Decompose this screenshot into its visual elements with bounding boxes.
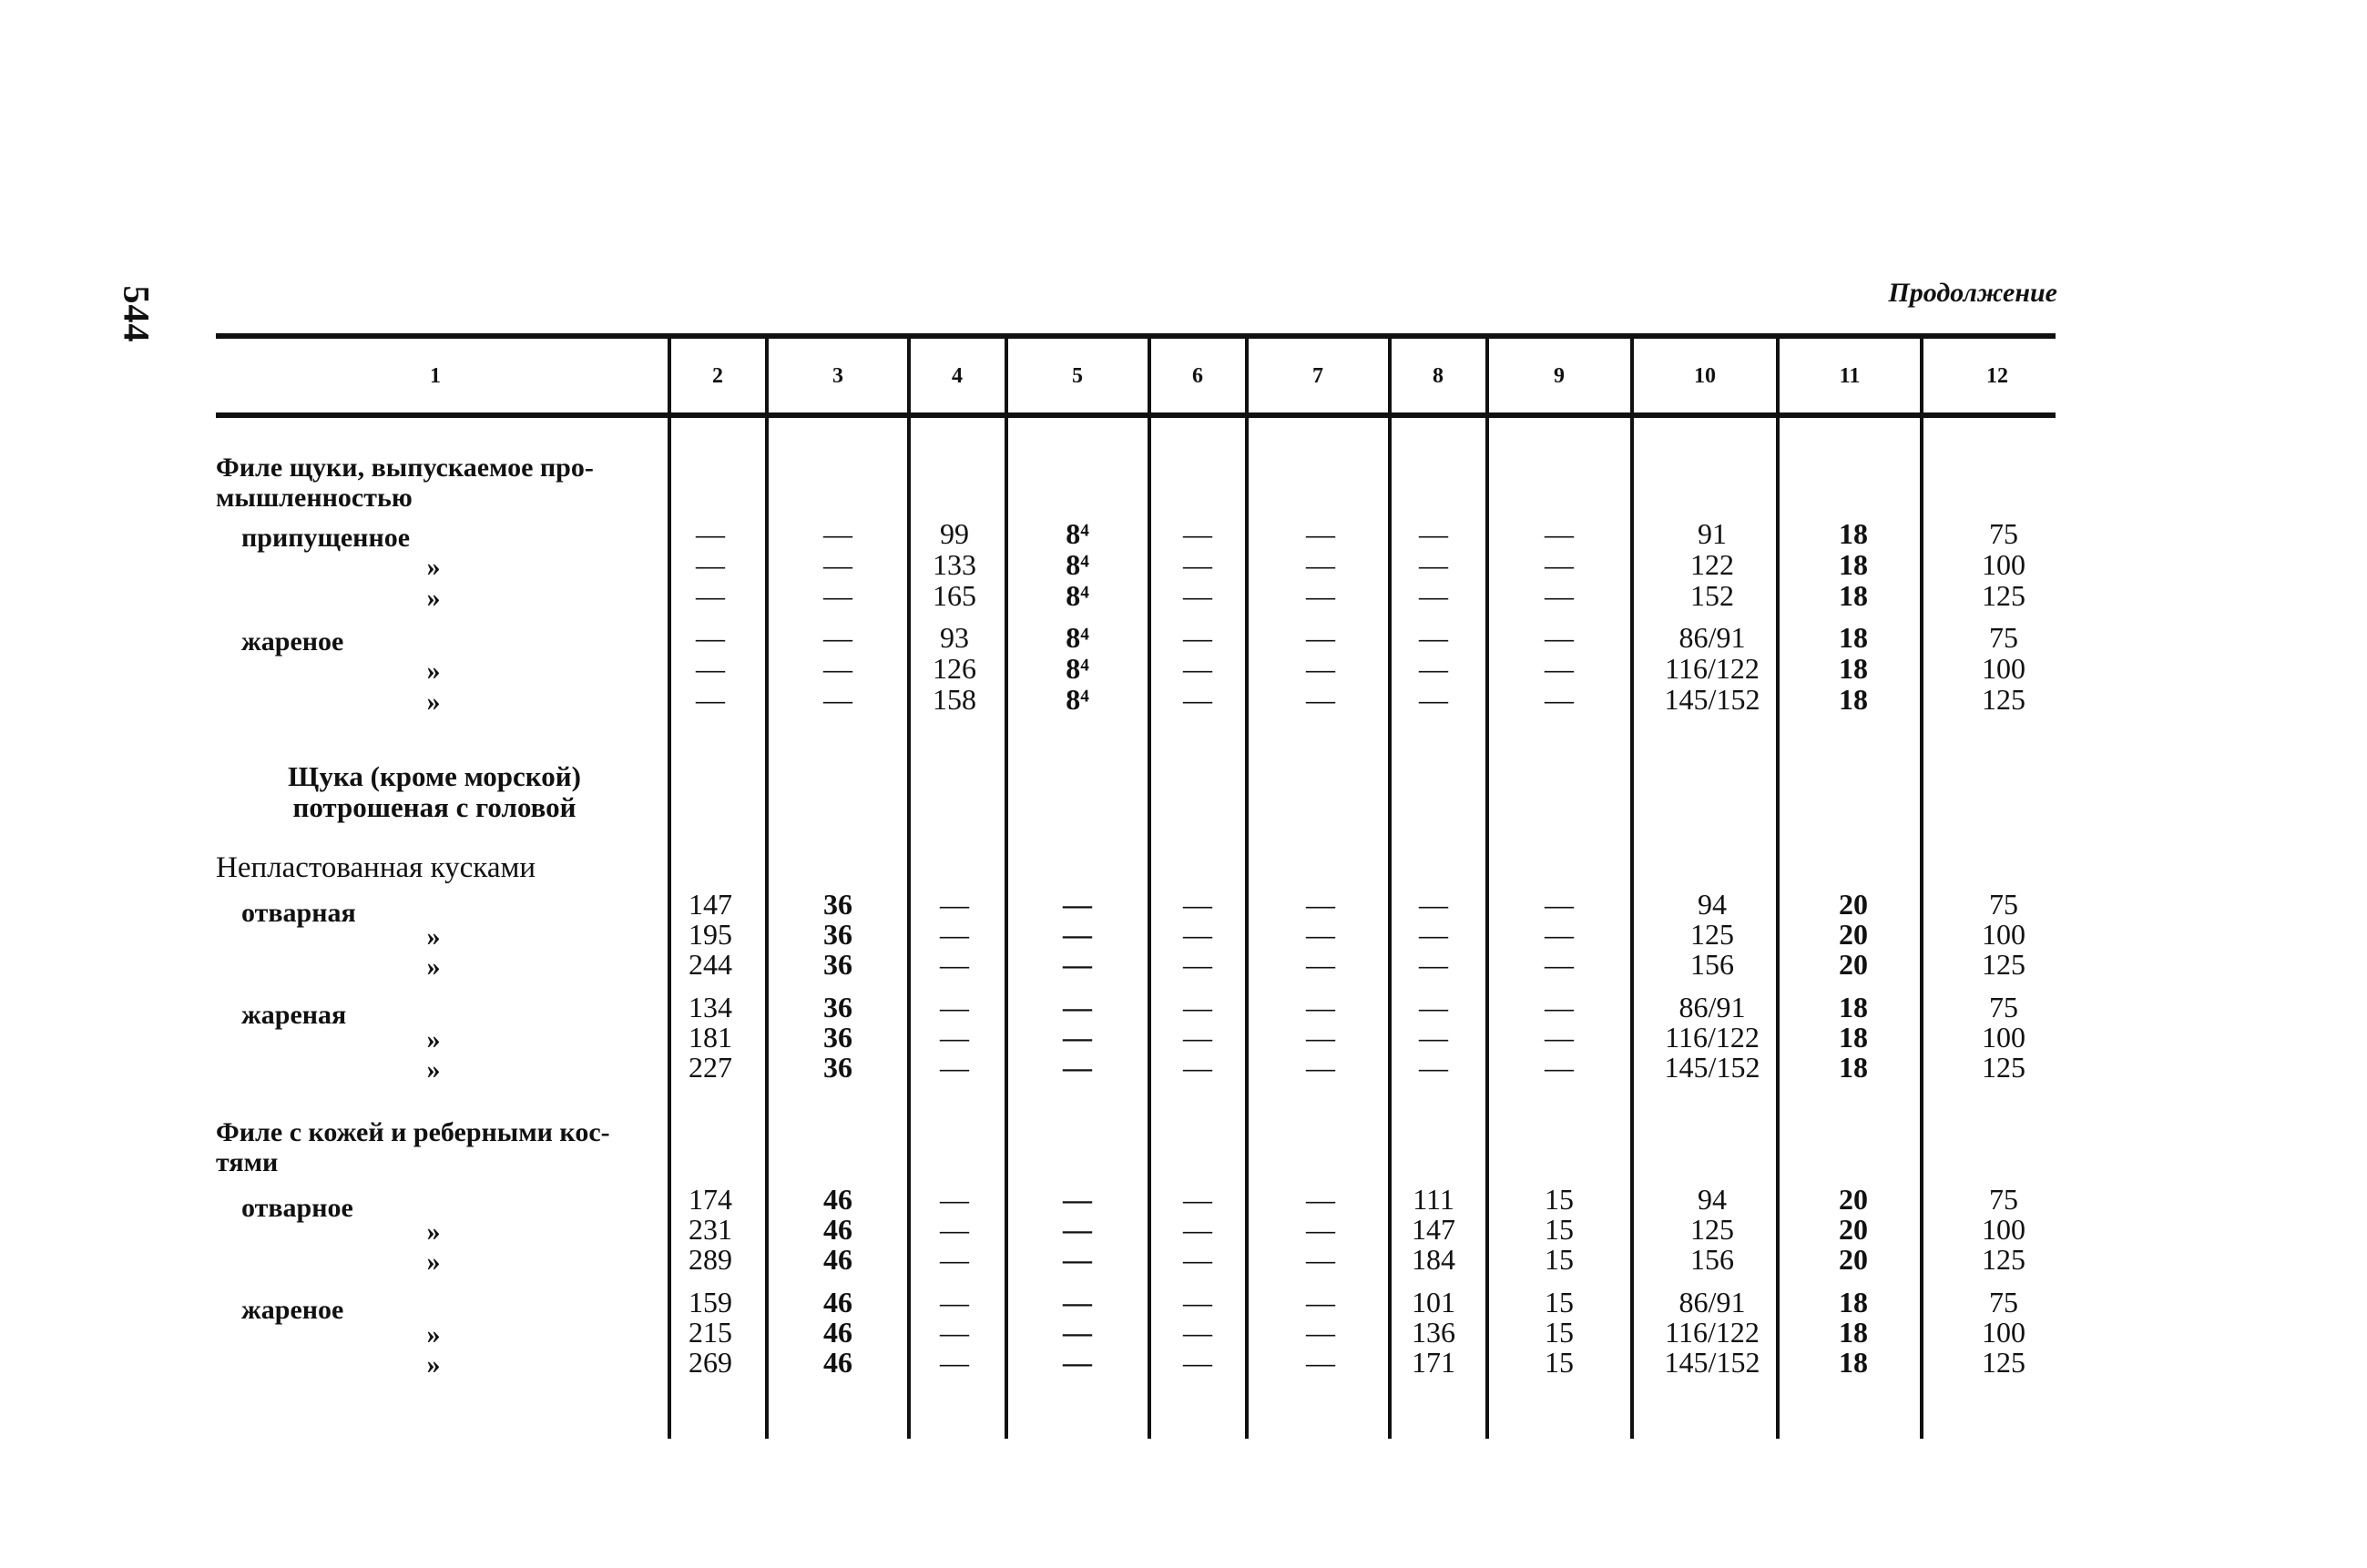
- table-cell: —: [1183, 579, 1212, 612]
- header-cell: 9: [1554, 364, 1565, 388]
- table-cell: —: [1063, 948, 1092, 981]
- table-cell: —: [1183, 888, 1212, 921]
- continuation-label: Продолжение: [1888, 278, 2057, 308]
- table-cell: —: [1545, 991, 1574, 1023]
- table-cell: 15: [1545, 1316, 1574, 1349]
- table-cell: —: [940, 888, 969, 921]
- table-cell: 46: [823, 1316, 852, 1349]
- table-cell: 36: [823, 918, 852, 951]
- table-cell: 20: [1839, 1213, 1868, 1246]
- table-cell: 18: [1839, 1021, 1868, 1054]
- table-cell: —: [1306, 1051, 1335, 1084]
- table-cell: 125: [1690, 918, 1734, 951]
- table-cell: —: [1306, 1021, 1335, 1054]
- table-cell: 18: [1839, 621, 1868, 654]
- table-cell: 99: [940, 517, 969, 550]
- table-cell: 227: [689, 1051, 732, 1084]
- table-cell: —: [1419, 991, 1448, 1023]
- table-cell: —: [1419, 948, 1448, 981]
- table-cell: —: [1306, 517, 1335, 550]
- table-cell: 46: [823, 1286, 852, 1319]
- table-cell: 165: [933, 579, 976, 612]
- header-cell: 1: [430, 364, 441, 388]
- column-separator: [1485, 339, 1489, 1439]
- table-cell: 181: [689, 1021, 732, 1054]
- column-separator: [1630, 339, 1634, 1439]
- ditto-mark: »: [426, 552, 441, 582]
- table-cell: 122: [1690, 548, 1734, 581]
- table-cell: 86/91: [1678, 621, 1746, 654]
- table-cell: 18: [1839, 991, 1868, 1023]
- table-cell: —: [1306, 1243, 1335, 1276]
- table-cell: —: [1183, 1346, 1212, 1379]
- table-cell: —: [1063, 1346, 1092, 1379]
- table-cell: 20: [1839, 888, 1868, 921]
- table-cell: 100: [1982, 1213, 2025, 1246]
- column-separator: [1388, 339, 1392, 1439]
- table-cell: —: [696, 683, 725, 716]
- table-cell: 91: [1698, 517, 1727, 550]
- table-cell: —: [940, 1346, 969, 1379]
- table-cell: 15: [1545, 1346, 1574, 1379]
- table-cell: 86/91: [1678, 1286, 1746, 1319]
- table-cell: —: [1419, 683, 1448, 716]
- column-separator: [1148, 339, 1151, 1439]
- table-cell: 36: [823, 991, 852, 1023]
- ditto-mark: »: [426, 1319, 441, 1349]
- column-separator: [907, 339, 911, 1439]
- table-cell: 100: [1982, 1021, 2025, 1054]
- table-cell: —: [1306, 1183, 1335, 1216]
- table-cell: 46: [823, 1213, 852, 1246]
- table-cell: —: [1183, 621, 1212, 654]
- table-cell: —: [1419, 579, 1448, 612]
- table-cell: —: [1545, 579, 1574, 612]
- table-cell: —: [1545, 548, 1574, 581]
- table-cell: —: [823, 621, 852, 654]
- table-cell: 75: [1989, 621, 2018, 654]
- table-cell: 18: [1839, 579, 1868, 612]
- table-cell: 20: [1839, 918, 1868, 951]
- table-cell: —: [1063, 1051, 1092, 1084]
- table-cell: —: [1545, 918, 1574, 951]
- table-cell: 101: [1412, 1286, 1455, 1319]
- table-cell: 18: [1839, 1051, 1868, 1084]
- table-cell: 133: [933, 548, 976, 581]
- group-title: Филе щуки, выпускаемое про-: [216, 453, 594, 483]
- table-cell: 8⁴: [1066, 683, 1089, 716]
- table-cell: —: [1419, 652, 1448, 685]
- header-cell: 3: [832, 364, 843, 388]
- group-title: Филе с кожей и реберными кос-: [216, 1117, 610, 1147]
- table-cell: 100: [1982, 918, 2025, 951]
- table-cell: —: [1306, 621, 1335, 654]
- table-cell: —: [823, 517, 852, 550]
- table-cell: 15: [1545, 1213, 1574, 1246]
- table-cell: —: [1545, 683, 1574, 716]
- table-cell: 289: [689, 1243, 732, 1276]
- table-cell: —: [1183, 517, 1212, 550]
- table-cell: —: [1545, 1051, 1574, 1084]
- table-cell: —: [1419, 918, 1448, 951]
- table-cell: 18: [1839, 683, 1868, 716]
- table-cell: —: [940, 1316, 969, 1349]
- table-cell: —: [1183, 1183, 1212, 1216]
- table-cell: —: [1063, 1213, 1092, 1246]
- table-cell: —: [1183, 1316, 1212, 1349]
- table-cell: —: [1306, 1316, 1335, 1349]
- subgroup-label: отварное: [241, 1193, 353, 1223]
- table-cell: 145/152: [1664, 1051, 1760, 1084]
- table-cell: 100: [1982, 652, 2025, 685]
- table-cell: 195: [689, 918, 732, 951]
- ditto-mark: »: [426, 583, 441, 613]
- table-cell: —: [1306, 918, 1335, 951]
- group-title: мышленностью: [216, 483, 413, 513]
- table-cell: —: [940, 1183, 969, 1216]
- table-cell: 147: [689, 888, 732, 921]
- table-cell: 125: [1982, 948, 2025, 981]
- table-cell: 75: [1989, 1286, 2018, 1319]
- table-cell: —: [1306, 579, 1335, 612]
- ditto-mark: »: [426, 1054, 441, 1084]
- table-cell: —: [1306, 1346, 1335, 1379]
- table-cell: 8⁴: [1066, 579, 1089, 612]
- table-cell: 100: [1982, 548, 2025, 581]
- table-cell: —: [1183, 1243, 1212, 1276]
- ditto-mark: »: [426, 656, 441, 686]
- ditto-mark: »: [426, 952, 441, 982]
- table-cell: 36: [823, 888, 852, 921]
- header-cell: 4: [952, 364, 963, 388]
- table-cell: —: [1545, 1021, 1574, 1054]
- table-cell: —: [1183, 1021, 1212, 1054]
- table-cell: 125: [1982, 683, 2025, 716]
- table-cell: 116/122: [1665, 1021, 1760, 1054]
- table-cell: —: [1419, 1021, 1448, 1054]
- table-cell: 15: [1545, 1183, 1574, 1216]
- table-cell: —: [1183, 548, 1212, 581]
- subgroup-label: жареное: [241, 1295, 344, 1325]
- header-cell: 6: [1192, 364, 1203, 388]
- table-cell: 125: [1982, 579, 2025, 612]
- table-cell: —: [823, 652, 852, 685]
- table-cell: —: [1183, 991, 1212, 1023]
- table-cell: 18: [1839, 548, 1868, 581]
- table-cell: 147: [1412, 1213, 1455, 1246]
- table-cell: 93: [940, 621, 969, 654]
- table-cell: 116/122: [1665, 652, 1760, 685]
- section-heading: потрошеная с головой: [292, 791, 576, 823]
- table-cell: —: [1063, 918, 1092, 951]
- table-cell: 18: [1839, 652, 1868, 685]
- table-cell: —: [1419, 517, 1448, 550]
- table-cell: 75: [1989, 888, 2018, 921]
- table-cell: 125: [1690, 1213, 1734, 1246]
- table-cell: —: [1063, 1243, 1092, 1276]
- table-cell: 145/152: [1664, 683, 1760, 716]
- table-cell: 125: [1982, 1051, 2025, 1084]
- table-cell: 145/152: [1664, 1346, 1760, 1379]
- table-cell: —: [1183, 948, 1212, 981]
- table-cell: —: [1183, 1286, 1212, 1319]
- table-cell: —: [1545, 948, 1574, 981]
- table-cell: —: [1545, 888, 1574, 921]
- table-cell: —: [1306, 1213, 1335, 1246]
- table-cell: —: [696, 548, 725, 581]
- table-cell: 100: [1982, 1316, 2025, 1349]
- table-cell: —: [1306, 683, 1335, 716]
- header-cell: 8: [1433, 364, 1444, 388]
- table-cell: 136: [1412, 1316, 1455, 1349]
- table-cell: —: [1063, 1183, 1092, 1216]
- table-cell: 184: [1412, 1243, 1455, 1276]
- table-cell: 75: [1989, 1183, 2018, 1216]
- table-cell: 134: [689, 991, 732, 1023]
- table-cell: —: [1183, 1051, 1212, 1084]
- table-cell: —: [940, 948, 969, 981]
- table-cell: 36: [823, 1021, 852, 1054]
- table-cell: —: [1419, 888, 1448, 921]
- table-top-rule: [216, 333, 2056, 339]
- table-cell: 18: [1839, 1346, 1868, 1379]
- table-cell: —: [1545, 621, 1574, 654]
- table-cell: —: [940, 918, 969, 951]
- table-cell: —: [696, 621, 725, 654]
- table-cell: 215: [689, 1316, 732, 1349]
- table-cell: 36: [823, 1051, 852, 1084]
- table-cell: —: [1063, 1021, 1092, 1054]
- table-cell: —: [1306, 948, 1335, 981]
- header-cell: 12: [1986, 364, 2008, 388]
- column-separator: [1245, 339, 1249, 1439]
- table-cell: 75: [1989, 517, 2018, 550]
- table-cell: 15: [1545, 1286, 1574, 1319]
- page-number: 544: [116, 285, 158, 343]
- table-cell: —: [940, 1286, 969, 1319]
- ditto-mark: »: [426, 1217, 441, 1247]
- table-cell: —: [1306, 548, 1335, 581]
- table-cell: —: [1183, 652, 1212, 685]
- table-cell: 8⁴: [1066, 621, 1089, 654]
- table-cell: —: [1306, 991, 1335, 1023]
- column-separator: [668, 339, 671, 1439]
- ditto-mark: »: [426, 1024, 441, 1054]
- table-cell: —: [940, 991, 969, 1023]
- table-cell: —: [1063, 991, 1092, 1023]
- table-cell: 18: [1839, 1316, 1868, 1349]
- header-cell: 11: [1839, 364, 1861, 388]
- table-cell: —: [1063, 1286, 1092, 1319]
- table-cell: —: [1306, 652, 1335, 685]
- column-separator: [1920, 339, 1923, 1439]
- table-cell: 158: [933, 683, 976, 716]
- table-cell: 171: [1412, 1346, 1455, 1379]
- table-cell: —: [1183, 918, 1212, 951]
- table-cell: —: [1183, 1213, 1212, 1246]
- header-cell: 2: [712, 364, 723, 388]
- table-cell: —: [1419, 621, 1448, 654]
- table-cell: 18: [1839, 517, 1868, 550]
- table-cell: 269: [689, 1346, 732, 1379]
- table-cell: 20: [1839, 1243, 1868, 1276]
- table-cell: 36: [823, 948, 852, 981]
- table-cell: 18: [1839, 1286, 1868, 1319]
- table-cell: —: [1306, 888, 1335, 921]
- section-heading: Щука (кроме морской): [288, 760, 581, 792]
- header-cell: 7: [1312, 364, 1323, 388]
- table-cell: 111: [1413, 1183, 1454, 1216]
- subgroup-label: отварная: [241, 898, 356, 928]
- table-cell: —: [1183, 683, 1212, 716]
- table-cell: —: [940, 1213, 969, 1246]
- table-cell: —: [940, 1243, 969, 1276]
- table-cell: 8⁴: [1066, 548, 1089, 581]
- table-cell: —: [696, 517, 725, 550]
- table-cell: 86/91: [1678, 991, 1746, 1023]
- table-cell: —: [823, 548, 852, 581]
- table-cell: 156: [1690, 1243, 1734, 1276]
- table-cell: 46: [823, 1346, 852, 1379]
- table-cell: 8⁴: [1066, 652, 1089, 685]
- table-cell: 152: [1690, 579, 1734, 612]
- table-cell: 244: [689, 948, 732, 981]
- column-separator: [765, 339, 769, 1439]
- table-cell: —: [1545, 517, 1574, 550]
- table-cell: 125: [1982, 1346, 2025, 1379]
- table-cell: 46: [823, 1243, 852, 1276]
- table-cell: 8⁴: [1066, 517, 1089, 550]
- table-cell: —: [1419, 548, 1448, 581]
- header-bottom-rule: [216, 412, 2056, 418]
- table-cell: 46: [823, 1183, 852, 1216]
- table-cell: —: [1545, 652, 1574, 685]
- table-cell: 159: [689, 1286, 732, 1319]
- subgroup-label: жареное: [241, 626, 344, 657]
- table-cell: 126: [933, 652, 976, 685]
- group-title: Непластованная кусками: [216, 851, 536, 884]
- table-cell: 156: [1690, 948, 1734, 981]
- table-cell: —: [1063, 888, 1092, 921]
- group-title: тями: [216, 1147, 279, 1177]
- subgroup-label: жареная: [241, 1000, 347, 1030]
- table-cell: 116/122: [1665, 1316, 1760, 1349]
- table-cell: —: [1306, 1286, 1335, 1319]
- table-cell: —: [940, 1051, 969, 1084]
- table-cell: —: [696, 579, 725, 612]
- table-cell: —: [823, 683, 852, 716]
- ditto-mark: »: [426, 1349, 441, 1380]
- column-separator: [1776, 339, 1780, 1439]
- table-cell: 20: [1839, 1183, 1868, 1216]
- subgroup-label: припущенное: [241, 523, 411, 553]
- table-cell: 125: [1982, 1243, 2025, 1276]
- table-cell: 94: [1698, 1183, 1727, 1216]
- column-separator: [1005, 339, 1008, 1439]
- table-cell: —: [1419, 1051, 1448, 1084]
- ditto-mark: »: [426, 687, 441, 717]
- table-cell: —: [940, 1021, 969, 1054]
- header-cell: 10: [1694, 364, 1716, 388]
- table-cell: 20: [1839, 948, 1868, 981]
- table-cell: —: [1063, 1316, 1092, 1349]
- table-cell: 94: [1698, 888, 1727, 921]
- table-cell: 231: [689, 1213, 732, 1246]
- table-cell: 75: [1989, 991, 2018, 1023]
- table-cell: —: [696, 652, 725, 685]
- table-cell: 15: [1545, 1243, 1574, 1276]
- header-cell: 5: [1072, 364, 1083, 388]
- table-cell: 174: [689, 1183, 732, 1216]
- table-cell: —: [823, 579, 852, 612]
- ditto-mark: »: [426, 1247, 441, 1277]
- ditto-mark: »: [426, 921, 441, 952]
